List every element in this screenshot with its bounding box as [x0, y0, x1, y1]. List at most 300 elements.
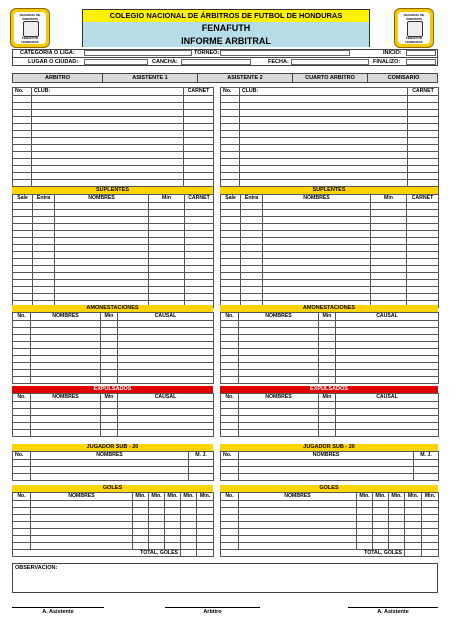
table-cell[interactable]: [239, 515, 357, 522]
table-cell[interactable]: [33, 294, 55, 301]
table-cell[interactable]: [239, 409, 319, 416]
table-cell[interactable]: [31, 536, 133, 543]
table-cell[interactable]: [221, 103, 240, 110]
table-cell[interactable]: [33, 238, 55, 245]
table-cell[interactable]: [405, 543, 422, 550]
table-cell[interactable]: [101, 370, 118, 377]
table-cell[interactable]: [407, 287, 439, 294]
table-cell[interactable]: [241, 217, 263, 224]
table-cell[interactable]: [149, 294, 185, 301]
table-cell[interactable]: [241, 252, 263, 259]
table-cell[interactable]: [149, 245, 185, 252]
table-cell[interactable]: [263, 280, 371, 287]
table-cell[interactable]: [118, 409, 214, 416]
table-cell[interactable]: [373, 536, 389, 543]
table-cell[interactable]: [407, 294, 439, 301]
table-cell[interactable]: [31, 515, 133, 522]
table-cell[interactable]: [13, 402, 31, 409]
table-cell[interactable]: [149, 543, 165, 550]
table-cell[interactable]: [197, 536, 214, 543]
table-cell[interactable]: [13, 217, 33, 224]
table-cell[interactable]: [33, 252, 55, 259]
table-cell[interactable]: [32, 166, 184, 173]
table-cell[interactable]: [239, 522, 357, 529]
table-cell[interactable]: [336, 356, 439, 363]
table-cell[interactable]: [221, 328, 239, 335]
table-cell[interactable]: [336, 342, 439, 349]
table-cell[interactable]: [240, 138, 408, 145]
table-cell[interactable]: [13, 131, 32, 138]
table-cell[interactable]: [263, 224, 371, 231]
table-cell[interactable]: [13, 515, 31, 522]
table-cell[interactable]: [55, 294, 149, 301]
table-cell[interactable]: [263, 273, 371, 280]
table-cell[interactable]: [239, 474, 414, 481]
table-cell[interactable]: [221, 370, 239, 377]
table-cell[interactable]: [181, 529, 197, 536]
table-cell[interactable]: [221, 529, 239, 536]
table-cell[interactable]: [55, 210, 149, 217]
table-cell[interactable]: [221, 217, 241, 224]
table-cell[interactable]: [221, 210, 241, 217]
table-cell[interactable]: [13, 474, 31, 481]
table-cell[interactable]: [13, 280, 33, 287]
table-cell[interactable]: [32, 173, 184, 180]
table-cell[interactable]: [221, 321, 239, 328]
table-cell[interactable]: [31, 356, 101, 363]
table-cell[interactable]: [13, 238, 33, 245]
table-cell[interactable]: [241, 280, 263, 287]
table-cell[interactable]: [197, 543, 214, 550]
table-cell[interactable]: [185, 245, 214, 252]
table-cell[interactable]: [185, 210, 214, 217]
table-cell[interactable]: [239, 529, 357, 536]
table-cell[interactable]: [32, 138, 184, 145]
table-cell[interactable]: [13, 370, 31, 377]
table-cell[interactable]: [184, 152, 214, 159]
table-cell[interactable]: [31, 416, 101, 423]
table-cell[interactable]: [422, 508, 439, 515]
table-cell[interactable]: [371, 217, 407, 224]
table-cell[interactable]: [165, 543, 181, 550]
table-cell[interactable]: [241, 259, 263, 266]
table-cell[interactable]: [422, 543, 439, 550]
table-cell[interactable]: [13, 103, 32, 110]
table-cell[interactable]: [221, 522, 239, 529]
table-cell[interactable]: [101, 335, 118, 342]
table-cell[interactable]: [55, 259, 149, 266]
table-cell[interactable]: [319, 430, 336, 437]
table-cell[interactable]: [414, 474, 439, 481]
table-cell[interactable]: [240, 110, 408, 117]
table-cell[interactable]: [239, 423, 319, 430]
table-cell[interactable]: [263, 238, 371, 245]
table-cell[interactable]: [185, 287, 214, 294]
table-cell[interactable]: [357, 501, 373, 508]
table-cell[interactable]: [31, 430, 101, 437]
table-cell[interactable]: [13, 543, 31, 550]
table-cell[interactable]: [221, 349, 239, 356]
table-cell[interactable]: [149, 515, 165, 522]
table-cell[interactable]: [184, 124, 214, 131]
table-cell[interactable]: [189, 460, 214, 467]
table-cell[interactable]: [133, 515, 149, 522]
table-cell[interactable]: [240, 103, 408, 110]
table-cell[interactable]: [32, 180, 184, 187]
table-cell[interactable]: [422, 515, 439, 522]
table-cell[interactable]: [13, 273, 33, 280]
table-cell[interactable]: [55, 266, 149, 273]
table-cell[interactable]: [263, 203, 371, 210]
table-cell[interactable]: [31, 474, 189, 481]
table-cell[interactable]: [32, 117, 184, 124]
table-cell[interactable]: [241, 224, 263, 231]
table-cell[interactable]: [13, 180, 32, 187]
table-cell[interactable]: [197, 515, 214, 522]
table-cell[interactable]: [101, 377, 118, 384]
table-cell[interactable]: [165, 529, 181, 536]
table-cell[interactable]: [149, 210, 185, 217]
table-cell[interactable]: [189, 467, 214, 474]
table-cell[interactable]: [371, 238, 407, 245]
table-cell[interactable]: [336, 430, 439, 437]
table-cell[interactable]: [405, 508, 422, 515]
table-cell[interactable]: [33, 280, 55, 287]
table-cell[interactable]: [33, 217, 55, 224]
table-cell[interactable]: [32, 145, 184, 152]
table-cell[interactable]: [118, 335, 214, 342]
table-cell[interactable]: [185, 280, 214, 287]
table-cell[interactable]: [221, 231, 241, 238]
table-cell[interactable]: [240, 180, 408, 187]
table-cell[interactable]: [181, 536, 197, 543]
table-cell[interactable]: [149, 238, 185, 245]
table-cell[interactable]: [241, 210, 263, 217]
table-cell[interactable]: [133, 543, 149, 550]
table-cell[interactable]: [13, 231, 33, 238]
table-cell[interactable]: [185, 273, 214, 280]
table-cell[interactable]: [221, 287, 241, 294]
table-cell[interactable]: [185, 294, 214, 301]
table-cell[interactable]: [241, 231, 263, 238]
table-cell[interactable]: [239, 501, 357, 508]
table-cell[interactable]: [221, 416, 239, 423]
table-cell[interactable]: [55, 238, 149, 245]
table-cell[interactable]: [149, 522, 165, 529]
table-cell[interactable]: [240, 96, 408, 103]
table-cell[interactable]: [371, 203, 407, 210]
table-cell[interactable]: [118, 402, 214, 409]
table-cell[interactable]: [31, 543, 133, 550]
table-cell[interactable]: [185, 252, 214, 259]
table-cell[interactable]: [319, 402, 336, 409]
table-cell[interactable]: [181, 522, 197, 529]
table-cell[interactable]: [185, 259, 214, 266]
table-cell[interactable]: [31, 321, 101, 328]
table-cell[interactable]: [240, 159, 408, 166]
table-cell[interactable]: [221, 117, 240, 124]
total-goals-cell[interactable]: [405, 550, 422, 557]
table-cell[interactable]: [133, 508, 149, 515]
table-cell[interactable]: [319, 342, 336, 349]
table-cell[interactable]: [55, 231, 149, 238]
table-cell[interactable]: [118, 430, 214, 437]
table-cell[interactable]: [118, 416, 214, 423]
table-cell[interactable]: [221, 173, 240, 180]
table-cell[interactable]: [165, 515, 181, 522]
table-cell[interactable]: [239, 370, 319, 377]
observacion-box[interactable]: [12, 563, 438, 593]
table-cell[interactable]: [13, 266, 33, 273]
table-cell[interactable]: [221, 409, 239, 416]
table-cell[interactable]: [13, 294, 33, 301]
table-cell[interactable]: [13, 152, 32, 159]
table-cell[interactable]: [240, 124, 408, 131]
table-cell[interactable]: [336, 409, 439, 416]
inicio-field[interactable]: [406, 50, 436, 56]
table-cell[interactable]: [407, 217, 439, 224]
table-cell[interactable]: [240, 173, 408, 180]
table-cell[interactable]: [408, 110, 439, 117]
table-cell[interactable]: [239, 460, 414, 467]
table-cell[interactable]: [13, 522, 31, 529]
table-cell[interactable]: [33, 287, 55, 294]
table-cell[interactable]: [221, 131, 240, 138]
table-cell[interactable]: [241, 203, 263, 210]
table-cell[interactable]: [221, 377, 239, 384]
table-cell[interactable]: [184, 103, 214, 110]
table-cell[interactable]: [32, 124, 184, 131]
table-cell[interactable]: [55, 252, 149, 259]
table-cell[interactable]: [240, 152, 408, 159]
table-cell[interactable]: [118, 370, 214, 377]
table-cell[interactable]: [263, 245, 371, 252]
table-cell[interactable]: [33, 273, 55, 280]
table-cell[interactable]: [389, 515, 405, 522]
finalizo-field[interactable]: [406, 59, 436, 65]
table-cell[interactable]: [101, 356, 118, 363]
table-cell[interactable]: [407, 259, 439, 266]
table-cell[interactable]: [184, 96, 214, 103]
table-cell[interactable]: [239, 536, 357, 543]
table-cell[interactable]: [407, 280, 439, 287]
table-cell[interactable]: [31, 342, 101, 349]
table-cell[interactable]: [13, 423, 31, 430]
table-cell[interactable]: [357, 515, 373, 522]
table-cell[interactable]: [263, 294, 371, 301]
table-cell[interactable]: [221, 402, 239, 409]
table-cell[interactable]: [221, 259, 241, 266]
lugar-field[interactable]: [84, 59, 148, 65]
table-cell[interactable]: [221, 335, 239, 342]
table-cell[interactable]: [373, 501, 389, 508]
table-cell[interactable]: [13, 245, 33, 252]
table-cell[interactable]: [336, 321, 439, 328]
table-cell[interactable]: [221, 474, 239, 481]
table-cell[interactable]: [405, 529, 422, 536]
table-cell[interactable]: [101, 349, 118, 356]
table-cell[interactable]: [221, 245, 241, 252]
table-cell[interactable]: [389, 501, 405, 508]
table-cell[interactable]: [149, 266, 185, 273]
table-cell[interactable]: [408, 166, 439, 173]
table-cell[interactable]: [239, 543, 357, 550]
table-cell[interactable]: [357, 522, 373, 529]
table-cell[interactable]: [31, 328, 101, 335]
categoria-field[interactable]: [84, 50, 192, 56]
table-cell[interactable]: [405, 501, 422, 508]
table-cell[interactable]: [13, 501, 31, 508]
table-cell[interactable]: [118, 363, 214, 370]
table-cell[interactable]: [32, 152, 184, 159]
table-cell[interactable]: [357, 529, 373, 536]
table-cell[interactable]: [101, 328, 118, 335]
table-cell[interactable]: [408, 103, 439, 110]
table-cell[interactable]: [371, 210, 407, 217]
table-cell[interactable]: [32, 110, 184, 117]
table-cell[interactable]: [357, 536, 373, 543]
table-cell[interactable]: [133, 522, 149, 529]
table-cell[interactable]: [33, 224, 55, 231]
table-cell[interactable]: [357, 508, 373, 515]
table-cell[interactable]: [405, 536, 422, 543]
table-cell[interactable]: [221, 96, 240, 103]
table-cell[interactable]: [221, 342, 239, 349]
table-cell[interactable]: [221, 467, 239, 474]
table-cell[interactable]: [133, 501, 149, 508]
table-cell[interactable]: [336, 416, 439, 423]
table-cell[interactable]: [241, 238, 263, 245]
table-cell[interactable]: [197, 522, 214, 529]
table-cell[interactable]: [55, 280, 149, 287]
table-cell[interactable]: [149, 287, 185, 294]
table-cell[interactable]: [407, 210, 439, 217]
table-cell[interactable]: [263, 217, 371, 224]
table-cell[interactable]: [371, 273, 407, 280]
table-cell[interactable]: [221, 266, 241, 273]
table-cell[interactable]: [13, 356, 31, 363]
table-cell[interactable]: [184, 110, 214, 117]
torneo-field[interactable]: [220, 50, 350, 56]
table-cell[interactable]: [184, 117, 214, 124]
table-cell[interactable]: [13, 460, 31, 467]
table-cell[interactable]: [13, 536, 31, 543]
total-goals-cell[interactable]: [422, 550, 439, 557]
table-cell[interactable]: [221, 152, 240, 159]
table-cell[interactable]: [389, 522, 405, 529]
table-cell[interactable]: [221, 110, 240, 117]
table-cell[interactable]: [336, 402, 439, 409]
table-cell[interactable]: [181, 543, 197, 550]
table-cell[interactable]: [407, 252, 439, 259]
table-cell[interactable]: [55, 273, 149, 280]
table-cell[interactable]: [221, 363, 239, 370]
table-cell[interactable]: [13, 363, 31, 370]
table-cell[interactable]: [184, 145, 214, 152]
table-cell[interactable]: [165, 501, 181, 508]
table-cell[interactable]: [240, 145, 408, 152]
table-cell[interactable]: [181, 501, 197, 508]
table-cell[interactable]: [408, 96, 439, 103]
table-cell[interactable]: [414, 460, 439, 467]
table-cell[interactable]: [319, 328, 336, 335]
table-cell[interactable]: [221, 224, 241, 231]
table-cell[interactable]: [31, 402, 101, 409]
table-cell[interactable]: [13, 159, 32, 166]
table-cell[interactable]: [221, 180, 240, 187]
table-cell[interactable]: [33, 245, 55, 252]
table-cell[interactable]: [422, 501, 439, 508]
table-cell[interactable]: [221, 252, 241, 259]
table-cell[interactable]: [31, 522, 133, 529]
table-cell[interactable]: [239, 430, 319, 437]
table-cell[interactable]: [371, 252, 407, 259]
table-cell[interactable]: [118, 377, 214, 384]
table-cell[interactable]: [185, 203, 214, 210]
table-cell[interactable]: [371, 266, 407, 273]
table-cell[interactable]: [31, 423, 101, 430]
table-cell[interactable]: [373, 508, 389, 515]
table-cell[interactable]: [31, 363, 101, 370]
table-cell[interactable]: [373, 515, 389, 522]
table-cell[interactable]: [33, 259, 55, 266]
table-cell[interactable]: [221, 203, 241, 210]
table-cell[interactable]: [407, 231, 439, 238]
table-cell[interactable]: [319, 349, 336, 356]
table-cell[interactable]: [185, 224, 214, 231]
table-cell[interactable]: [149, 224, 185, 231]
table-cell[interactable]: [405, 515, 422, 522]
table-cell[interactable]: [31, 460, 189, 467]
table-cell[interactable]: [13, 349, 31, 356]
table-cell[interactable]: [55, 217, 149, 224]
table-cell[interactable]: [336, 423, 439, 430]
table-cell[interactable]: [221, 356, 239, 363]
table-cell[interactable]: [221, 238, 241, 245]
table-cell[interactable]: [239, 363, 319, 370]
table-cell[interactable]: [13, 342, 31, 349]
table-cell[interactable]: [319, 423, 336, 430]
table-cell[interactable]: [13, 529, 31, 536]
table-cell[interactable]: [239, 508, 357, 515]
table-cell[interactable]: [239, 356, 319, 363]
table-cell[interactable]: [184, 173, 214, 180]
cancha-field[interactable]: [181, 59, 251, 65]
table-cell[interactable]: [149, 252, 185, 259]
table-cell[interactable]: [319, 377, 336, 384]
table-cell[interactable]: [371, 245, 407, 252]
table-cell[interactable]: [336, 363, 439, 370]
table-cell[interactable]: [263, 210, 371, 217]
table-cell[interactable]: [32, 159, 184, 166]
table-cell[interactable]: [55, 224, 149, 231]
table-cell[interactable]: [389, 508, 405, 515]
table-cell[interactable]: [118, 423, 214, 430]
table-cell[interactable]: [189, 474, 214, 481]
table-cell[interactable]: [101, 321, 118, 328]
table-cell[interactable]: [221, 294, 241, 301]
table-cell[interactable]: [240, 131, 408, 138]
table-cell[interactable]: [55, 245, 149, 252]
table-cell[interactable]: [239, 349, 319, 356]
table-cell[interactable]: [13, 287, 33, 294]
table-cell[interactable]: [118, 321, 214, 328]
table-cell[interactable]: [149, 273, 185, 280]
table-cell[interactable]: [13, 173, 32, 180]
table-cell[interactable]: [101, 423, 118, 430]
table-cell[interactable]: [55, 203, 149, 210]
table-cell[interactable]: [31, 529, 133, 536]
